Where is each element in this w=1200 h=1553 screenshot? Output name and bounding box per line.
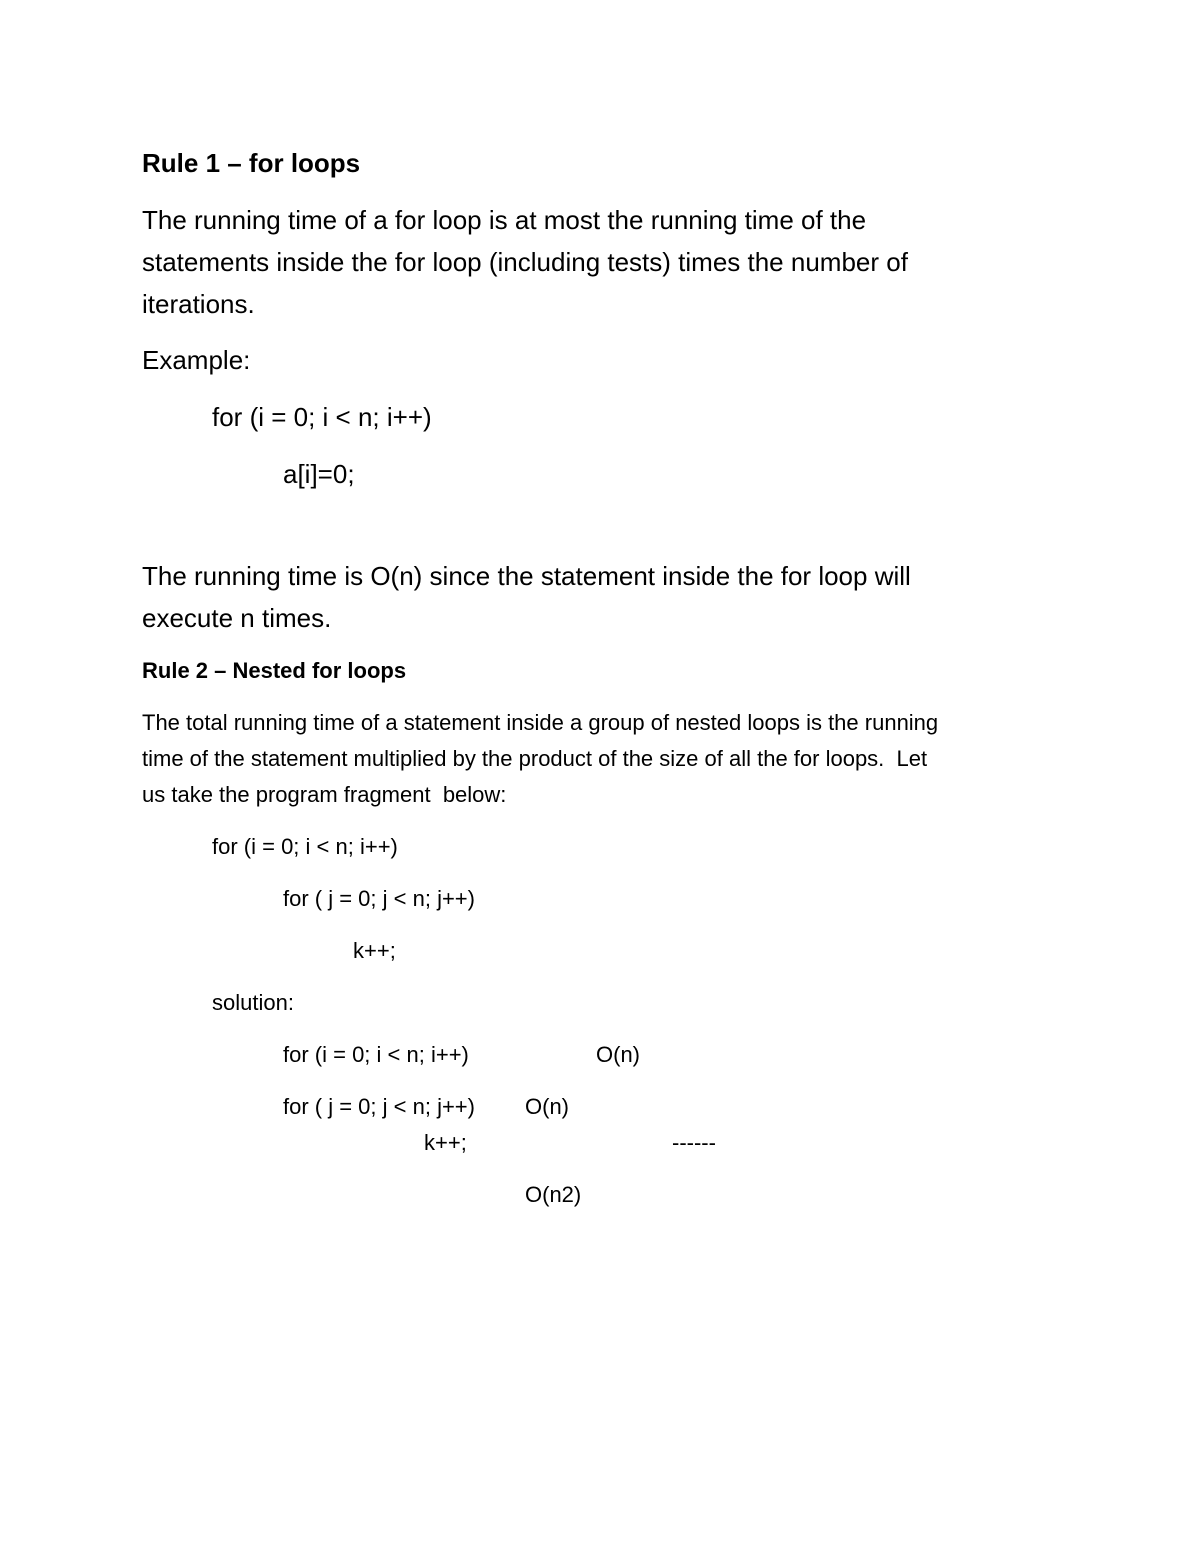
rule1-paragraph-line-2: statements inside the for loop (including tests) times the number of <box>142 247 908 277</box>
rule1-code-line-1: for (i = 0; i < n; i++) <box>212 402 432 432</box>
solution-outer-cost: O(n) <box>596 1042 640 1067</box>
rule1-heading: Rule 1 – for loops <box>142 148 361 178</box>
rule1-paragraph-line-1: The running time of a for loop is at most the running time of the <box>142 205 867 235</box>
rule2-code-line-1: for (i = 0; i < n; i++) <box>212 834 398 859</box>
solution-total: O(n2) <box>525 1182 582 1207</box>
solution-statement: k++; <box>424 1130 467 1155</box>
rule1-conclusion-line-2: execute n times. <box>142 603 332 633</box>
solution-inner-cost: O(n) <box>525 1094 569 1119</box>
solution-inner-loop: for ( j = 0; j < n; j++) <box>283 1094 475 1119</box>
rule1-conclusion-line-1: The running time is O(n) since the statement inside the for loop will <box>142 561 911 591</box>
rule2-paragraph-line-1: The total running time of a statement inside a group of nested loops is the running <box>142 710 939 735</box>
rule2-solution-label: solution: <box>212 990 294 1015</box>
rule2-code-line-3: k++; <box>353 938 396 963</box>
rule1-code-line-2: a[i]=0; <box>283 459 355 489</box>
rule2-code-line-2: for ( j = 0; j < n; j++) <box>283 886 475 911</box>
rule1-paragraph-line-3: iterations. <box>142 289 255 319</box>
rule1-example-label: Example: <box>142 345 251 375</box>
rule2-paragraph-line-2: time of the statement multiplied by the product of the size of all the for loops. Let <box>142 746 928 771</box>
solution-outer-loop: for (i = 0; i < n; i++) <box>283 1042 469 1067</box>
solution-separator: ------ <box>672 1130 716 1155</box>
rule2-paragraph-line-3: us take the program fragment below: <box>142 782 507 807</box>
rule2-heading: Rule 2 – Nested for loops <box>142 658 407 683</box>
